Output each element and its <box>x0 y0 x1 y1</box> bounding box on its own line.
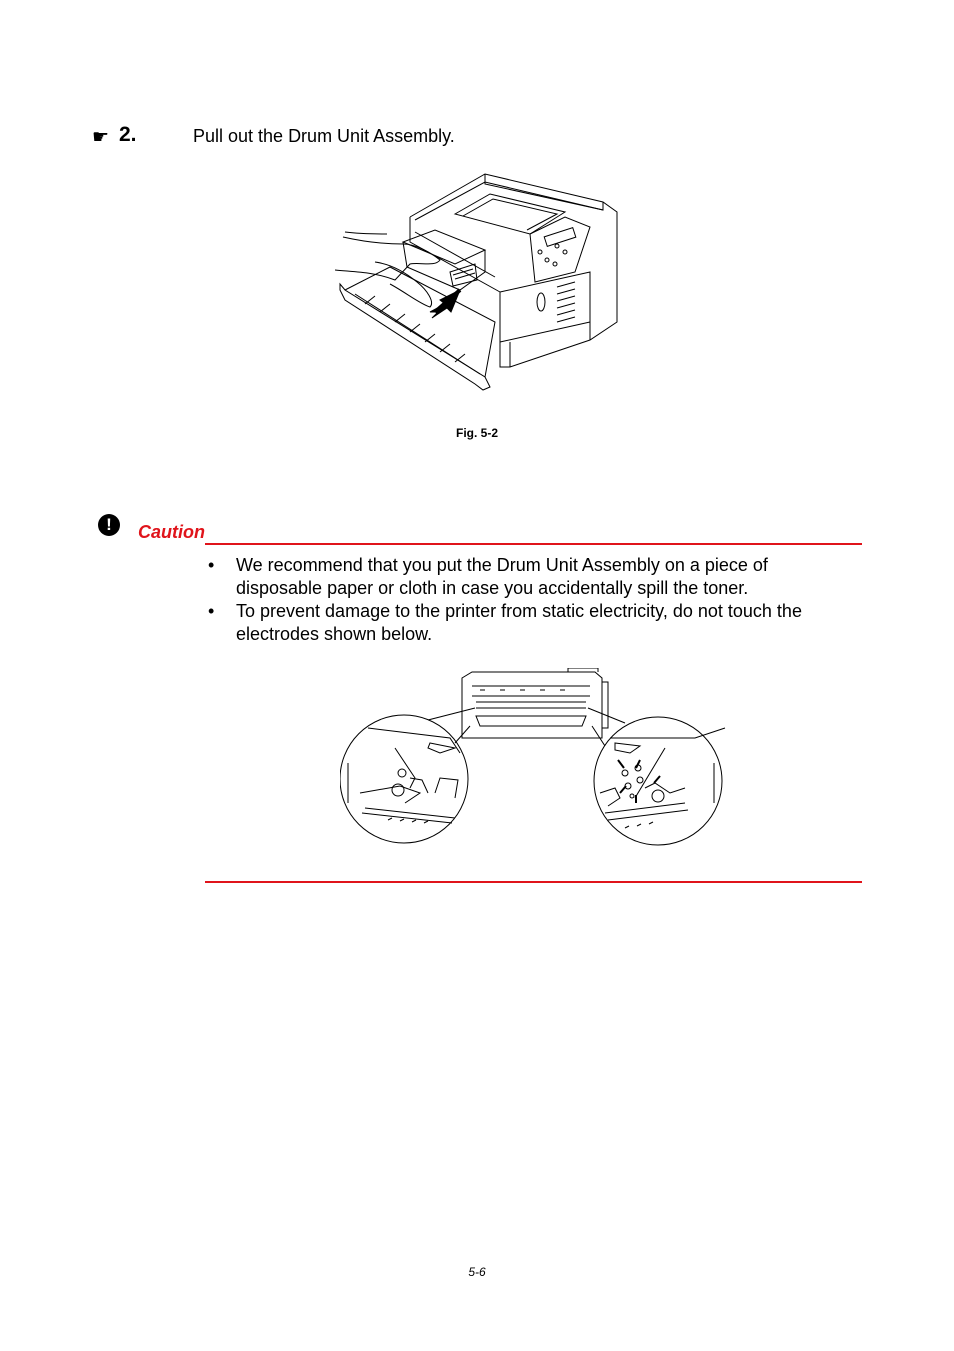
step-instruction: Pull out the Drum Unit Assembly. <box>193 126 455 146</box>
caution-item <box>205 554 855 600</box>
figure-caption: Fig. 5-2 <box>455 426 498 440</box>
caution-item <box>205 600 855 646</box>
electrodes-illustration <box>340 668 728 850</box>
bullet-icon: • <box>208 601 215 621</box>
step-number: 2. <box>119 123 137 146</box>
caution-item-text: We recommend that you put the Drum Unit Assembly on a piece of disposable paper or cloth in case you accidentally spill the toner. <box>236 555 768 598</box>
exclamation-icon: ! <box>98 514 120 536</box>
pointing-hand-icon: ☛ <box>92 126 110 148</box>
caution-item-text: To prevent damage to the printer from static electricity, do not touch the electrodes shown below. <box>236 601 802 644</box>
caution-heading: Caution <box>138 522 205 542</box>
caution-list <box>205 554 855 646</box>
bullet-icon: • <box>208 555 215 575</box>
caution-top-rule <box>205 543 862 545</box>
caution-bottom-rule <box>205 881 862 883</box>
printer-drum-removal-illustration <box>335 172 620 394</box>
page-number: 5-6 <box>468 1265 486 1279</box>
